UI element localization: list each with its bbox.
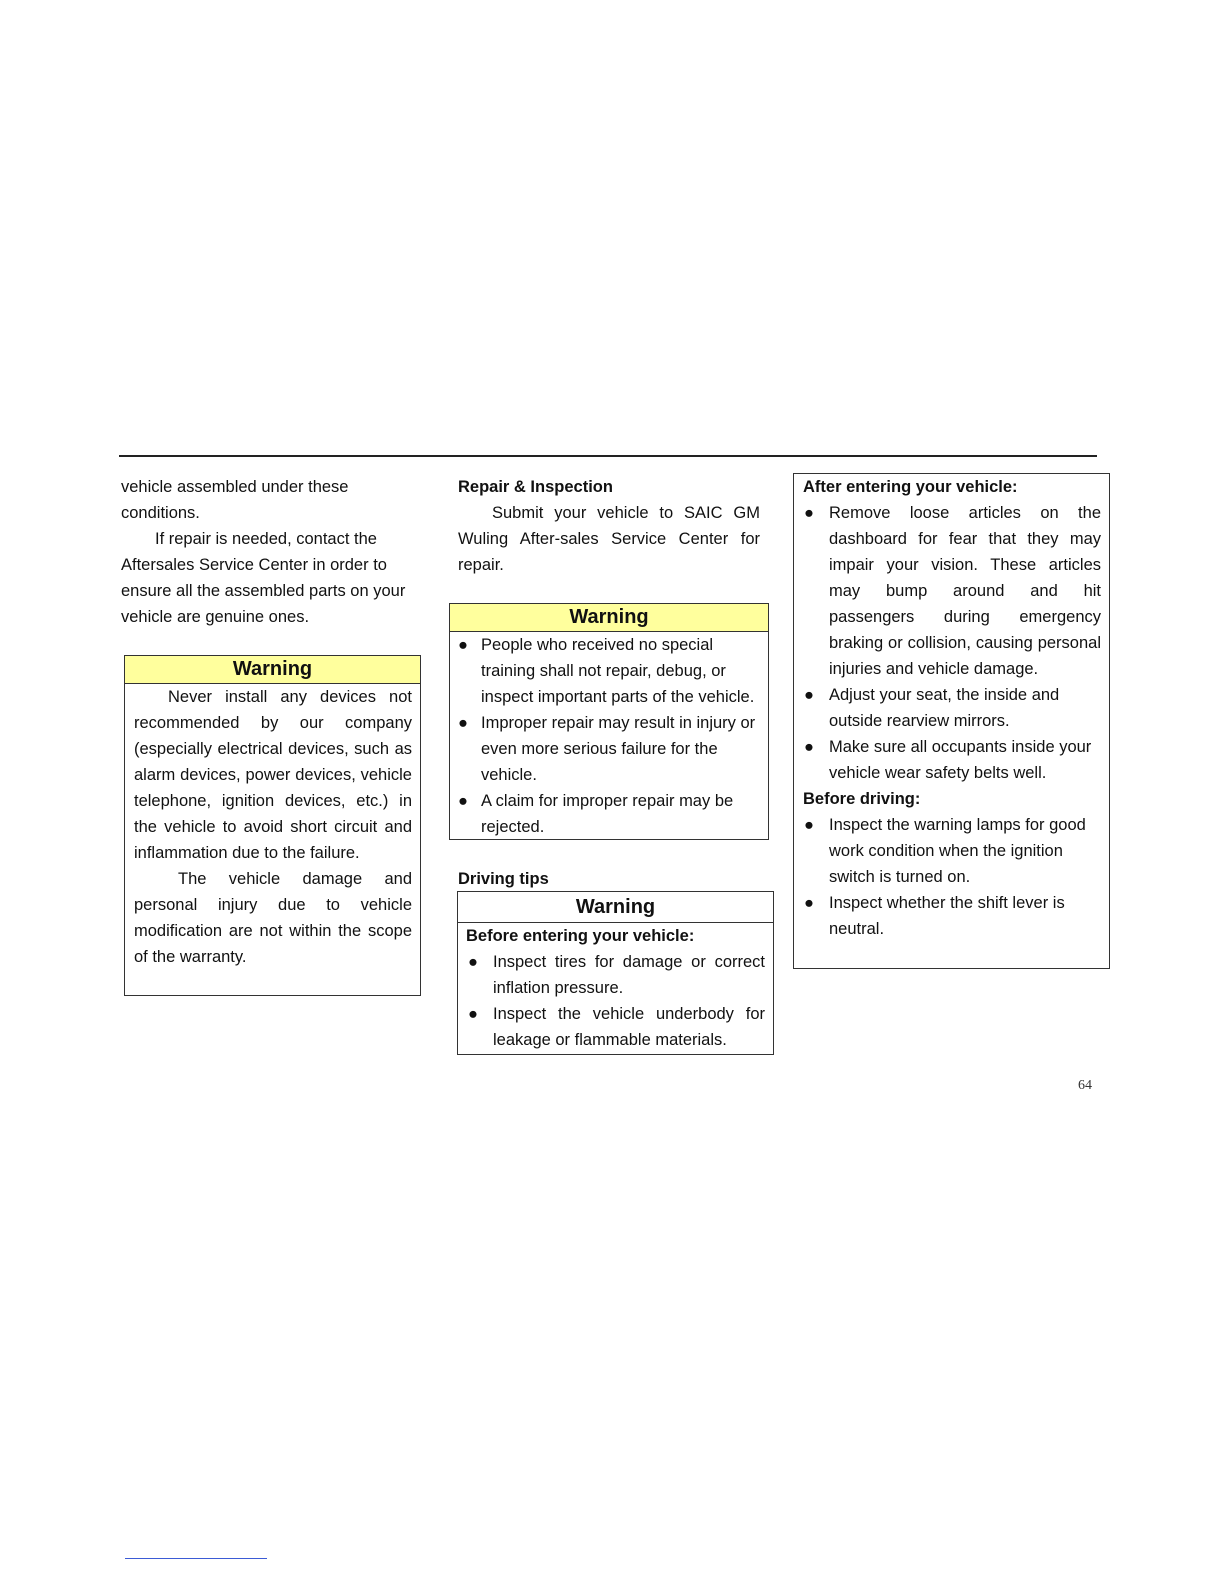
paragraph: vehicle assembled under these conditions. bbox=[121, 478, 349, 522]
bullet-icon: ● bbox=[458, 636, 468, 654]
before-driving-list bbox=[803, 812, 1101, 942]
list-item: ● Make sure all occupants inside your vehicle wear safety belts well. bbox=[803, 734, 1101, 786]
list-item: ● Adjust your seat, the inside and outside rearview mirrors. bbox=[803, 682, 1101, 734]
warning-body bbox=[125, 684, 420, 970]
paragraph: If repair is needed, contact the Aftersales Service Center in order to ensure all the assembled parts on your vehicle are genuine ones. bbox=[121, 530, 406, 626]
warning-box-driving bbox=[457, 891, 774, 1055]
warning-box-repair bbox=[449, 603, 769, 840]
driving-checklist-box bbox=[793, 473, 1110, 969]
subheading: Before entering your vehicle: bbox=[466, 927, 695, 945]
list-item: ● Remove loose articles on the dashboard for fear that they may impair your vision. These articles may bump around and hit passengers during emergency braking or collision, causing personal injuries and vehicle damage. bbox=[803, 500, 1101, 682]
column-left bbox=[121, 474, 423, 630]
bullet-icon: ● bbox=[458, 792, 468, 810]
section-heading: Repair & Inspection bbox=[458, 478, 613, 496]
warning-paragraph: The vehicle damage and personal injury due to vehicle modification are not within the scope of the warranty. bbox=[134, 870, 412, 966]
bullet-icon: ● bbox=[804, 686, 814, 704]
warning-paragraph: Never install any devices not recommended by our company (especially electrical devices, such as alarm devices, power devices, vehicle telephone, ignition devices, etc.) in the vehicle to avoid short circuit and inflammation due to the failure. bbox=[134, 688, 412, 862]
bullet-icon: ● bbox=[804, 816, 814, 834]
paragraph: Submit your vehicle to SAIC GM Wuling After-sales Service Center for repair. bbox=[458, 504, 760, 574]
warning-box-modification bbox=[124, 655, 421, 996]
warning-list bbox=[450, 632, 768, 840]
warning-list bbox=[466, 949, 765, 1053]
subheading: Before driving: bbox=[803, 790, 921, 808]
footer-link-line bbox=[125, 1558, 267, 1559]
warning-body bbox=[458, 923, 773, 1053]
list-item: ● Improper repair may result in injury or even more serious failure for the vehicle. bbox=[450, 710, 768, 788]
header-rule bbox=[119, 455, 1097, 457]
warning-title: Warning bbox=[450, 604, 768, 632]
bullet-icon: ● bbox=[468, 953, 478, 971]
list-item: ● A claim for improper repair may be rejected. bbox=[450, 788, 768, 840]
list-item: ● Inspect whether the shift lever is neutral. bbox=[803, 890, 1101, 942]
bullet-icon: ● bbox=[804, 894, 814, 912]
bullet-icon: ● bbox=[468, 1005, 478, 1023]
warning-title: Warning bbox=[125, 656, 420, 684]
list-item: ● People who received no special training shall not repair, debug, or inspect important parts of the vehicle. bbox=[450, 632, 768, 710]
bullet-icon: ● bbox=[804, 738, 814, 756]
bullet-icon: ● bbox=[804, 504, 814, 522]
list-item: ● Inspect the warning lamps for good work condition when the ignition switch is turned on. bbox=[803, 812, 1101, 890]
list-item: ● Inspect tires for damage or correct inflation pressure. bbox=[466, 949, 765, 1001]
column-middle bbox=[458, 474, 760, 578]
list-item: ● Inspect the vehicle underbody for leakage or flammable materials. bbox=[466, 1001, 765, 1053]
page-number: 64 bbox=[1078, 1078, 1092, 1093]
checklist-body bbox=[794, 474, 1109, 942]
subheading: After entering your vehicle: bbox=[803, 478, 1018, 496]
warning-title: Warning bbox=[458, 892, 773, 923]
bullet-icon: ● bbox=[458, 714, 468, 732]
after-entering-list bbox=[803, 500, 1101, 786]
section-heading: Driving tips bbox=[458, 870, 549, 888]
